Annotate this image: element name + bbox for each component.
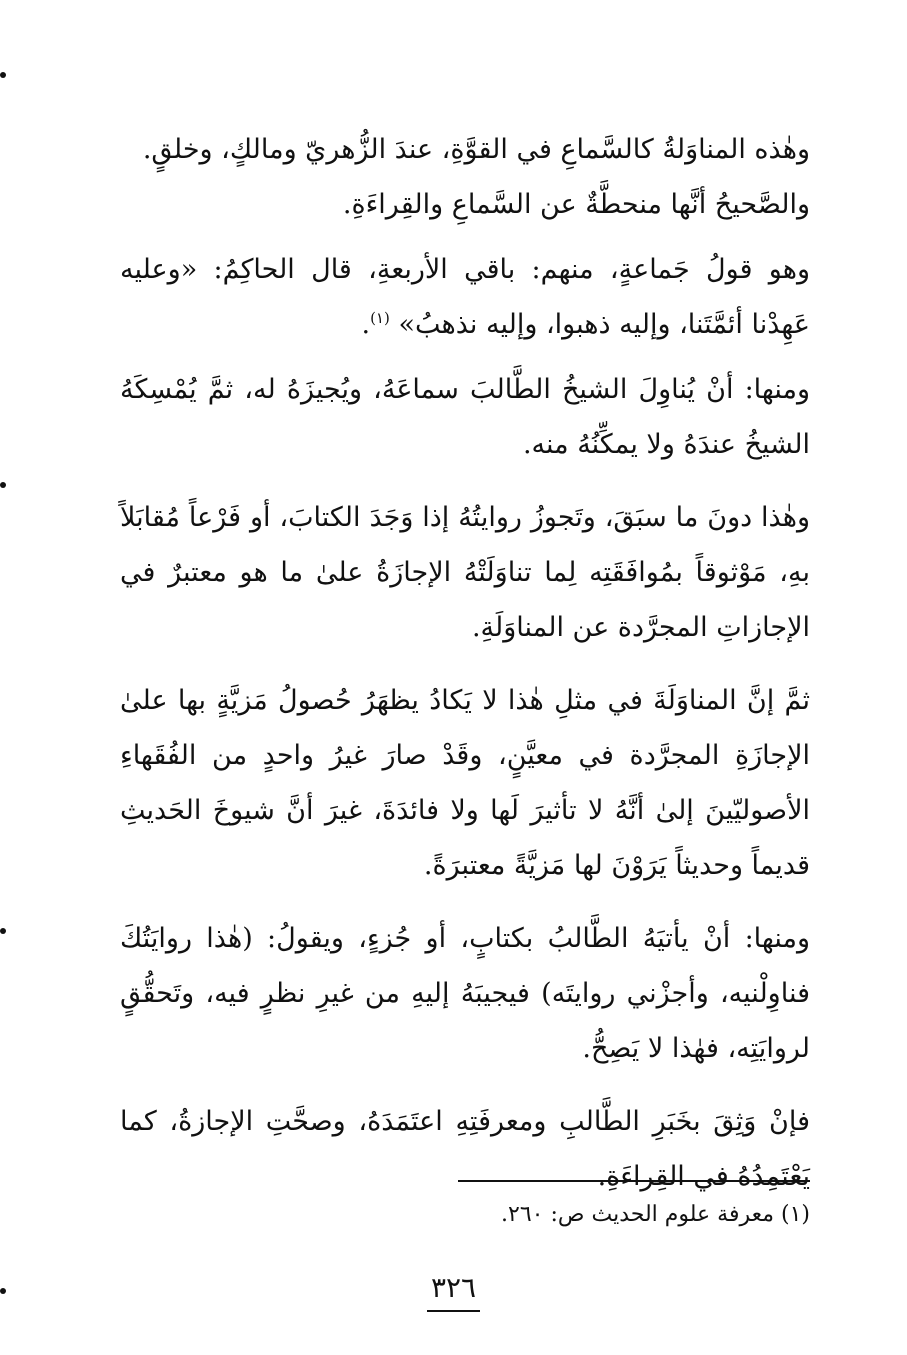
scan-edge-mark	[0, 72, 6, 78]
paragraph-1: وهٰذه المناوَلةُ كالسَّماعِ في القوَّةِ، عندَ الزُّهريّ ومالكٍ، وخلقٍ.	[142, 134, 810, 165]
main-text	[120, 122, 810, 1204]
paragraph-3-end: .	[361, 309, 371, 340]
paragraph-3-text: وهو قولُ جَماعةٍ، منهم: باقي الأربعةِ، قال الحاكِمُ: «وعليه عَهِدْنا أئمَّتَنا، وإليه ذهبوا، وإليه نذهبُ»	[120, 254, 810, 340]
paragraph-2: والصَّحيحُ أنَّها منحطَّةٌ عن السَّماعِ والقِراءَةِ.	[342, 189, 810, 220]
paragraph-5: وهٰذا دونَ ما سبَقَ، وتَجوزُ روايتُهُ إذا وَجَدَ الكتابَ، أو فَرْعاً مُقابَلاً بهِ، مَوْثوقاً بمُوافَقَتِه لِما تناوَلَتْهُ الإجازَةُ علىٰ ما هو معتبرٌ في الإجازاتِ المجرَّدة عن المناوَلَةِ.	[120, 502, 810, 643]
paragraph-6: ثمَّ إنَّ المناوَلَةَ في مثلِ هٰذا لا يَكادُ يظهَرُ حُصولُ مَزيَّةٍ بها علىٰ الإجازَةِ المجرَّدة في معيَّنٍ، وقَدْ صارَ غيرُ واحدٍ من الفُقَهاءِ الأصوليّينَ إلىٰ أنَّهُ لا تأثيرَ لَها ولا فائدَةَ، غيرَ أنَّ شيوخَ الحَديثِ قديماً وحديثاً يَرَوْنَ لها مَزيَّةً معتبرَةً.	[120, 685, 810, 881]
footnote-divider	[458, 1180, 810, 1182]
scan-edge-mark	[0, 482, 6, 488]
footnote-reference: (١)	[370, 309, 390, 327]
paragraph-8: فإنْ وَثِقَ بخَبَرِ الطَّالبِ ومعرفَتِهِ اعتَمَدَهُ، وصحَّتِ الإجازةُ، كما يَعْتَمِدُهُ في القِراءَةِ.	[120, 1106, 810, 1192]
scan-edge-mark	[0, 928, 6, 934]
page-number	[0, 1268, 907, 1312]
footnote: (١) معرفة علوم الحديث ص: ٢٦٠.	[501, 1202, 810, 1227]
paragraph-4: ومنها: أنْ يُناوِلَ الشيخُ الطَّالبَ سماعَهُ، ويُجيزَهُ له، ثمَّ يُمْسِكَهُ الشيخُ عندَهُ ولا يمكِّنُهُ منه.	[120, 374, 810, 460]
paragraph-7: ومنها: أنْ يأتيَهُ الطَّالبُ بكتابٍ، أو جُزءٍ، ويقولُ: (هٰذا روايَتُكَ فناوِلْنيه، وأجزْني روايتَه) فيجيبَهُ إليهِ من غيرِ نظرٍ فيه، وتَحقُّقٍ لروايَتِه، فهٰذا لا يَصِحُّ.	[120, 923, 810, 1064]
paragraph-3	[120, 242, 810, 352]
page-number-text: ٣٢٦	[427, 1268, 480, 1312]
